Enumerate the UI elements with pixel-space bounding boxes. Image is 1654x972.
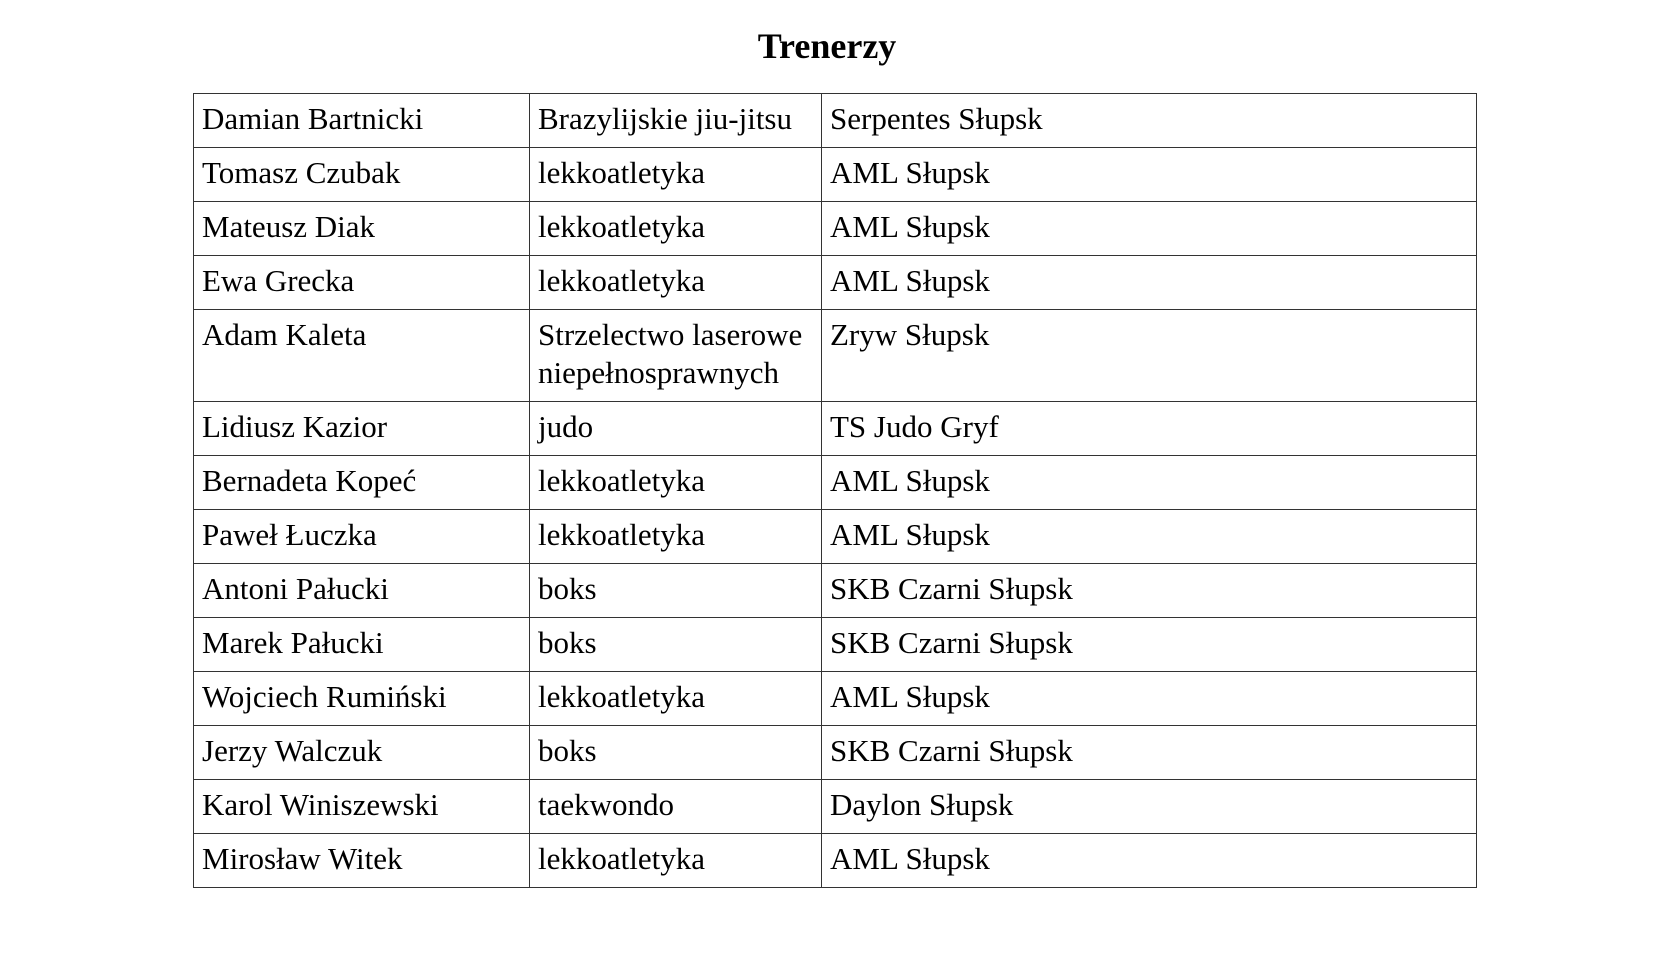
club-cell: AML Słupsk (822, 148, 1477, 202)
coach-name-cell: Tomasz Czubak (194, 148, 530, 202)
sport-cell: Brazylijskie jiu-jitsu (530, 94, 822, 148)
table-row (194, 94, 1477, 148)
coaches-table (193, 93, 1477, 888)
club-cell: Zryw Słupsk (822, 310, 1477, 402)
club-cell: TS Judo Gryf (822, 402, 1477, 456)
sport-cell: lekkoatletyka (530, 834, 822, 888)
sport-cell: lekkoatletyka (530, 672, 822, 726)
club-cell: Daylon Słupsk (822, 780, 1477, 834)
table-row (194, 672, 1477, 726)
sport-cell: boks (530, 618, 822, 672)
table-row (194, 148, 1477, 202)
coach-name-cell: Lidiusz Kazior (194, 402, 530, 456)
table-row (194, 510, 1477, 564)
coach-name-cell: Jerzy Walczuk (194, 726, 530, 780)
club-cell: AML Słupsk (822, 510, 1477, 564)
coach-name-cell: Wojciech Rumiński (194, 672, 530, 726)
table-row (194, 726, 1477, 780)
table-row (194, 780, 1477, 834)
coach-name-cell: Marek Pałucki (194, 618, 530, 672)
sport-cell: Strzelectwo laserowe niepełnosprawnych (530, 310, 822, 402)
table-row (194, 402, 1477, 456)
coach-name-cell: Damian Bartnicki (194, 94, 530, 148)
coach-name-cell: Paweł Łuczka (194, 510, 530, 564)
club-cell: Serpentes Słupsk (822, 94, 1477, 148)
sport-cell: judo (530, 402, 822, 456)
coach-name-cell: Mirosław Witek (194, 834, 530, 888)
club-cell: SKB Czarni Słupsk (822, 726, 1477, 780)
document-title: Trenerzy (757, 26, 897, 66)
sport-cell: lekkoatletyka (530, 510, 822, 564)
table-row (194, 564, 1477, 618)
sport-cell: lekkoatletyka (530, 202, 822, 256)
table-row (194, 310, 1477, 402)
sport-cell: taekwondo (530, 780, 822, 834)
coach-name-cell: Antoni Pałucki (194, 564, 530, 618)
coach-name-cell: Ewa Grecka (194, 256, 530, 310)
sport-cell: lekkoatletyka (530, 456, 822, 510)
sport-cell: boks (530, 564, 822, 618)
coach-name-cell: Bernadeta Kopeć (194, 456, 530, 510)
table-row (194, 456, 1477, 510)
club-cell: SKB Czarni Słupsk (822, 564, 1477, 618)
club-cell: AML Słupsk (822, 672, 1477, 726)
table-row (194, 834, 1477, 888)
coach-name-cell: Karol Winiszewski (194, 780, 530, 834)
club-cell: SKB Czarni Słupsk (822, 618, 1477, 672)
club-cell: AML Słupsk (822, 834, 1477, 888)
sport-cell: lekkoatletyka (530, 148, 822, 202)
coach-name-cell: Adam Kaleta (194, 310, 530, 402)
coach-name-cell: Mateusz Diak (194, 202, 530, 256)
table-row (194, 256, 1477, 310)
club-cell: AML Słupsk (822, 256, 1477, 310)
table-row (194, 202, 1477, 256)
sport-cell: boks (530, 726, 822, 780)
club-cell: AML Słupsk (822, 456, 1477, 510)
table-row (194, 618, 1477, 672)
sport-cell: lekkoatletyka (530, 256, 822, 310)
club-cell: AML Słupsk (822, 202, 1477, 256)
